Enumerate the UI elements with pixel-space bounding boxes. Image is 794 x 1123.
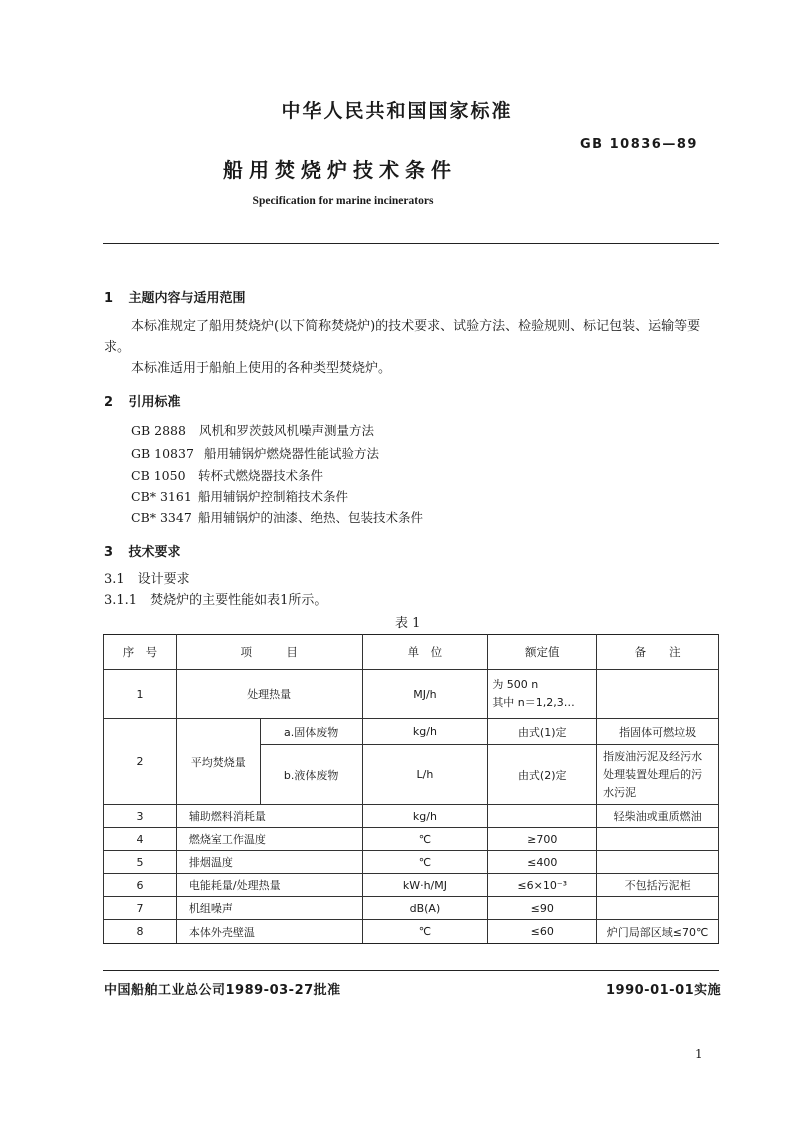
row-unit: kg/h [362, 719, 488, 745]
reference-title: 船用辅锅炉的油漆、绝热、包装技术条件 [198, 510, 424, 525]
section-number: 1 [104, 291, 114, 306]
section-number: 2 [104, 395, 114, 410]
clause-3-1-1: 3.1.1 焚烧炉的主要性能如表1所示。 [104, 593, 328, 608]
reference-item [131, 487, 348, 505]
row-note [597, 897, 719, 920]
row-unit: dB(A) [362, 897, 488, 920]
reference-title: 船用辅锅炉控制箱技术条件 [198, 489, 349, 504]
row-item: 机组噪声 [176, 897, 362, 920]
header-item: 项 目 [176, 635, 362, 670]
table-row [104, 828, 719, 851]
reference-code: CB* 3347 [131, 510, 192, 525]
table-row [104, 920, 719, 944]
row-no: 7 [104, 897, 177, 920]
row-item: 平均焚烧量 [176, 719, 260, 805]
row-item: 辅助燃料消耗量 [176, 805, 362, 828]
section-title: 引用标准 [128, 395, 181, 410]
row-note [597, 670, 719, 719]
row-item: 排烟温度 [176, 851, 362, 874]
row-note [597, 851, 719, 874]
row-no: 4 [104, 828, 177, 851]
row-item: 本体外壳壁温 [176, 920, 362, 944]
reference-item [131, 508, 423, 526]
row-subitem: b.液体废物 [260, 745, 362, 805]
reference-code: CB* 3161 [131, 489, 192, 504]
row-rated: 由式(2)定 [488, 745, 597, 805]
row-no: 6 [104, 874, 177, 897]
header-unit: 单 位 [362, 635, 488, 670]
row-rated: ≤90 [488, 897, 597, 920]
row-unit: kg/h [362, 805, 488, 828]
scope-paragraph-2: 本标准适用于船舶上使用的各种类型焚烧炉。 [131, 361, 392, 376]
reference-code: CB 1050 [131, 468, 186, 483]
section-title: 主题内容与适用范围 [128, 291, 246, 306]
row-rated: 由式(1)定 [488, 719, 597, 745]
section-number: 3 [104, 545, 114, 560]
approval-statement: 中国船舶工业总公司1989-03-27批准 [104, 983, 341, 998]
document-title: 船用焚烧炉技术条件 [223, 158, 457, 182]
national-standard-heading: 中华人民共和国国家标准 [281, 100, 513, 122]
row-unit: kW·h/MJ [362, 874, 488, 897]
standard-code: GB 10836—89 [580, 137, 698, 152]
row-item: 处理热量 [176, 670, 362, 719]
section-2-heading [104, 391, 181, 410]
row-note: 指废油污泥及经污水处理装置处理后的污水污泥 [597, 745, 719, 805]
row-item: 电能耗量/处理热量 [176, 874, 362, 897]
row-no: 5 [104, 851, 177, 874]
row-no: 2 [104, 719, 177, 805]
reference-title: 转杯式燃烧器技术条件 [198, 468, 324, 483]
effective-date: 1990-01-01实施 [606, 983, 722, 998]
row-unit: L/h [362, 745, 488, 805]
row-unit: ℃ [362, 920, 488, 944]
row-item: 燃烧室工作温度 [176, 828, 362, 851]
row-rated [488, 805, 597, 828]
page-number: 1 [695, 1047, 703, 1061]
table-row [104, 805, 719, 828]
scope-paragraph-1-cont: 求。 [104, 340, 131, 355]
row-rated: ≤6×10⁻³ [488, 874, 597, 897]
row-note: 不包括污泥柜 [597, 874, 719, 897]
row-unit: MJ/h [362, 670, 488, 719]
header-divider [103, 243, 719, 244]
row-subitem: a.固体废物 [260, 719, 362, 745]
section-1-heading [104, 287, 246, 306]
performance-table [103, 634, 719, 944]
reference-code: GB 10837 [131, 446, 194, 461]
clause-3-1: 3.1 设计要求 [104, 572, 190, 587]
row-no: 1 [104, 670, 177, 719]
row-unit: ℃ [362, 828, 488, 851]
table-header-row [104, 635, 719, 670]
section-title: 技术要求 [128, 545, 181, 560]
row-note: 指固体可燃垃圾 [597, 719, 719, 745]
row-no: 3 [104, 805, 177, 828]
reference-title: 船用辅锅炉燃烧器性能试验方法 [204, 446, 380, 461]
header-rated: 额定值 [488, 635, 597, 670]
rated-line: 为 500 n [492, 678, 539, 691]
row-rated: ≤60 [488, 920, 597, 944]
row-unit: ℃ [362, 851, 488, 874]
row-note [597, 828, 719, 851]
reference-item [131, 421, 374, 439]
row-note: 炉门局部区域≤70℃ [597, 920, 719, 944]
footer-divider [103, 970, 719, 971]
section-3-heading [104, 541, 181, 560]
row-rated: ≥700 [488, 828, 597, 851]
row-rated [488, 670, 597, 719]
reference-item [131, 444, 379, 462]
table-row [104, 897, 719, 920]
reference-item [131, 466, 323, 484]
rated-line: 其中 n＝1,2,3… [492, 696, 575, 709]
table-row [104, 719, 719, 745]
table-caption: 表 1 [395, 616, 421, 631]
reference-code: GB 2888 [131, 423, 186, 438]
table-row [104, 851, 719, 874]
row-note: 轻柴油或重质燃油 [597, 805, 719, 828]
table-row [104, 874, 719, 897]
reference-title: 风机和罗茨鼓风机噪声测量方法 [199, 423, 375, 438]
header-note: 备 注 [597, 635, 719, 670]
row-rated: ≤400 [488, 851, 597, 874]
header-no: 序 号 [104, 635, 177, 670]
row-no: 8 [104, 920, 177, 944]
document-title-english: Specification for marine incinerators [252, 195, 434, 207]
scope-paragraph-1: 本标准规定了船用焚烧炉(以下简称焚烧炉)的技术要求、试验方法、检验规则、标记包装、运输等要 [131, 319, 701, 334]
table-row [104, 670, 719, 719]
